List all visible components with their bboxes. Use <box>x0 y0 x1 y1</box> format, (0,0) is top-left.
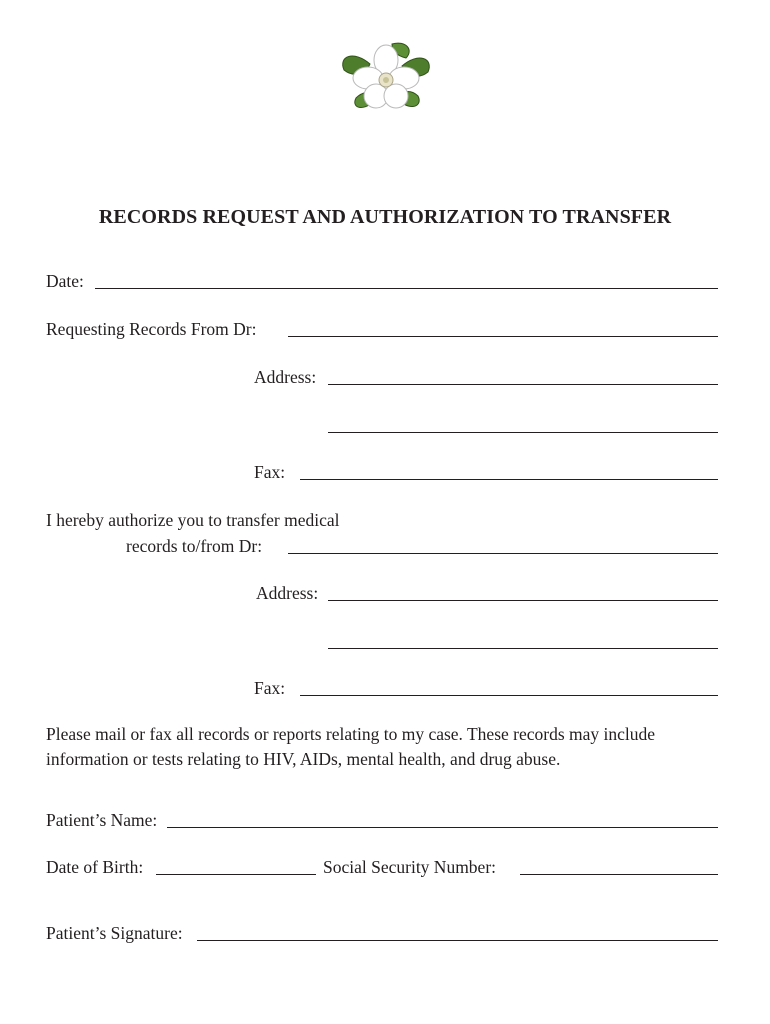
patient-name-label: Patient’s Name: <box>46 810 158 830</box>
signature-label: Patient’s Signature: <box>46 923 183 943</box>
transfer-address-field-line-2[interactable] <box>328 648 718 649</box>
date-label: Date: <box>46 271 84 291</box>
consent-paragraph: Please mail or fax all records or reports relating to my case. These records may include information or tests relating to HIV, AIDs, mental health, and drug abuse. <box>46 724 656 769</box>
authorize-label-line-2: records to/from Dr: <box>126 536 263 556</box>
fax-label: Fax: <box>254 462 286 482</box>
transfer-fax-field[interactable] <box>300 695 718 696</box>
transfer-address-field[interactable] <box>328 600 718 601</box>
date-field[interactable] <box>95 288 718 289</box>
transfer-fax-label: Fax: <box>254 678 286 698</box>
dob-label: Date of Birth: <box>46 857 144 877</box>
address-field-line-2[interactable] <box>328 432 718 433</box>
ssn-field[interactable] <box>520 874 718 875</box>
patient-name-field[interactable] <box>167 827 718 828</box>
requesting-doctor-field[interactable] <box>288 336 718 337</box>
fax-field[interactable] <box>300 479 718 480</box>
petal <box>384 84 408 108</box>
magnolia-flower-logo <box>336 40 436 114</box>
ssn-label: Social Security Number: <box>323 857 497 877</box>
signature-field[interactable] <box>197 940 718 941</box>
transfer-doctor-field[interactable] <box>288 553 718 554</box>
transfer-address-label: Address: <box>256 583 319 603</box>
dob-field[interactable] <box>156 874 316 875</box>
form-title: RECORDS REQUEST AND AUTHORIZATION TO TRANSFER <box>98 206 672 228</box>
authorize-label-line-1: I hereby authorize you to transfer medical <box>46 510 340 530</box>
address-field[interactable] <box>328 384 718 385</box>
requesting-doctor-label: Requesting Records From Dr: <box>46 319 257 339</box>
address-label: Address: <box>254 367 317 387</box>
